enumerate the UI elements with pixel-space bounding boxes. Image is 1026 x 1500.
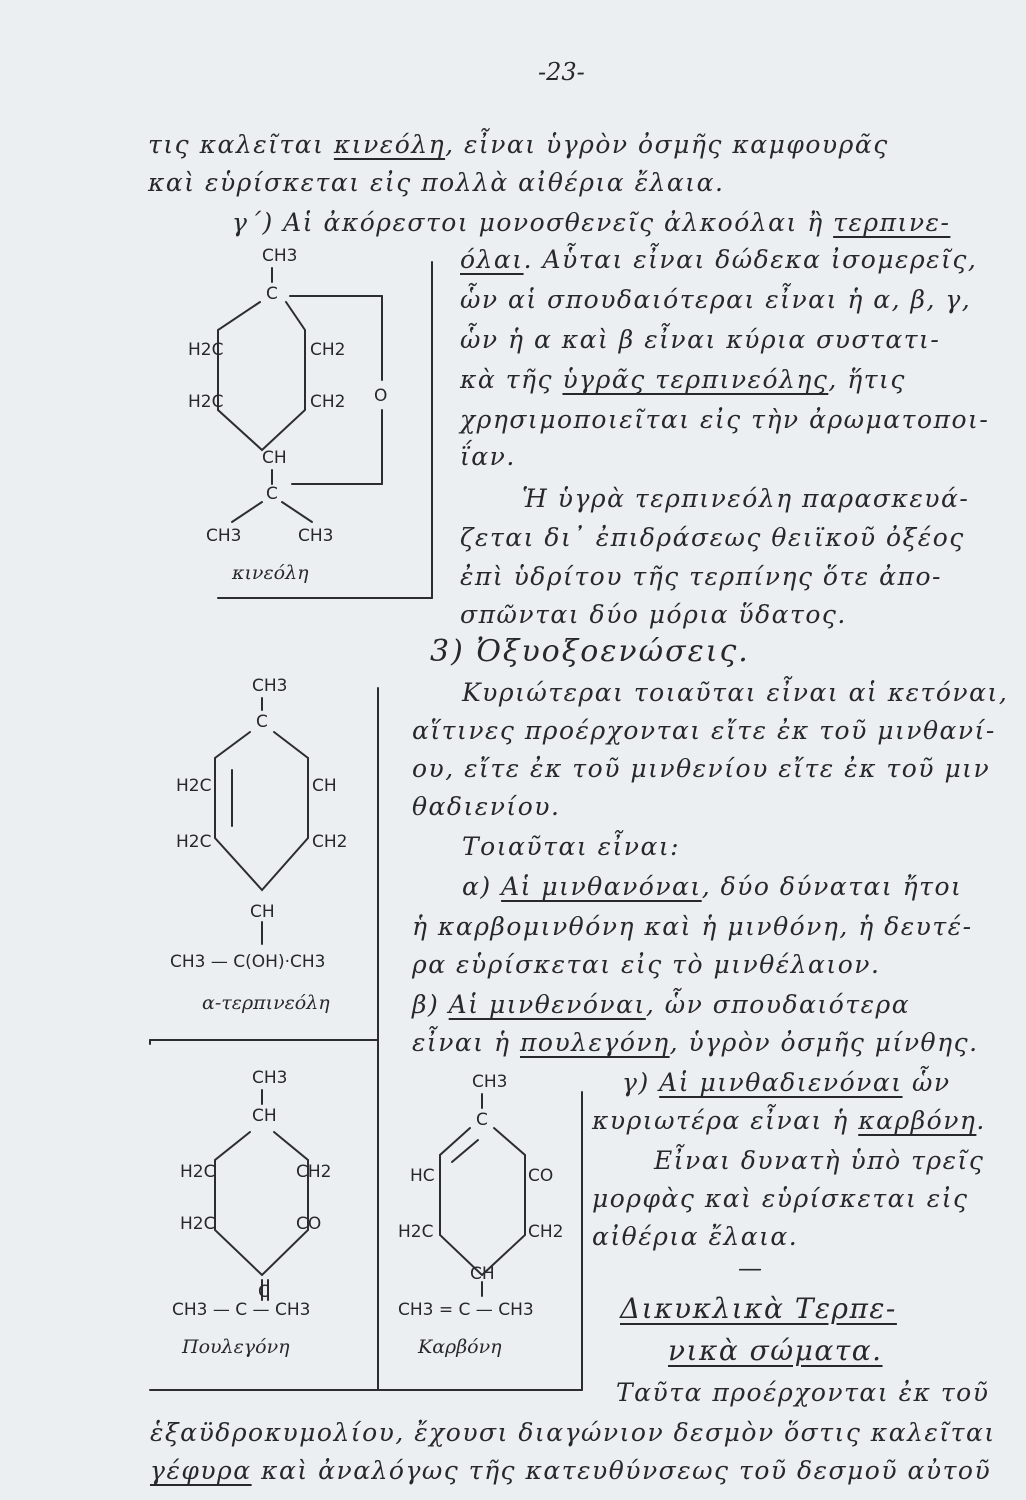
atom-label: H2C <box>180 1162 216 1182</box>
atom-label: O <box>374 386 388 406</box>
text-line: Κυριώτεραι τοιαῦται εἶναι αἱ κετόναι, <box>462 678 1009 707</box>
atom-label: CH3 — C(OH)·CH3 <box>170 952 326 972</box>
atom-label: C <box>258 1282 270 1302</box>
text-line: μορφὰς καὶ εὑρίσκεται εἰς <box>592 1184 969 1213</box>
atom-label: CH2 <box>312 832 348 852</box>
atom-label: CO <box>528 1166 554 1186</box>
text-line: ὧν αἱ σπουδαιότεραι εἶναι ἡ α, β, γ, <box>460 285 972 314</box>
text-line: χρησιμοποιεῖται εἰς τὴν ἀρωματοποι- <box>460 405 990 434</box>
atom-label: CH2 <box>296 1162 332 1182</box>
text-line: σπῶνται δύο μόρια ὕδατος. <box>460 600 847 629</box>
atom-label: CH <box>262 448 287 468</box>
structure-caption: α-τερπινεόλη <box>202 992 330 1014</box>
subheading-line-2: νικὰ σώματα. <box>668 1334 883 1367</box>
text-line: Ταῦτα προέρχονται ἐκ τοῦ <box>616 1378 990 1407</box>
atom-label: CH3 — C — CH3 <box>172 1300 311 1320</box>
text-line: ἑξαϋδροκυμολίου, ἔχουσι διαγώνιον δεσμὸν ὅστις καλεῖται <box>150 1418 996 1447</box>
text-line: β) Αἱ μινθενόναι, ὧν σπουδαιότερα <box>412 990 911 1019</box>
text-line: ζεται δι᾽ ἐπιδράσεως θειϊκοῦ ὀξέος <box>460 523 965 552</box>
atom-label: CH2 <box>310 392 346 412</box>
text-line: ρα εὑρίσκεται εἰς τὸ μινθέλαιον. <box>412 950 881 979</box>
atom-label: CH <box>252 1106 277 1126</box>
text-line: ου, εἴτε ἐκ τοῦ μινθενίου εἴτε ἐκ τοῦ μιν <box>412 754 991 783</box>
text-line: εἶναι ἡ πουλεγόνη, ὑγρὸν ὀσμῆς μίνθης. <box>412 1028 979 1057</box>
text-line: όλαι. Αὗται εἶναι δώδεκα ἰσομερεῖς, <box>460 245 978 274</box>
subheading-line-1: Δικυκλικὰ Τερπε- <box>620 1292 897 1325</box>
text-line: αἵτινες προέρχονται εἴτε ἐκ τοῦ μινθανί- <box>412 716 996 745</box>
atom-label: CH3 <box>262 246 298 266</box>
atom-label: CH2 <box>310 340 346 360</box>
text-line: γ΄) Αἱ ἀκόρεστοι μονοσθενεῖς ἀλκοόλαι ἢ τερπινε- <box>232 208 951 237</box>
text-line: κὰ τῆς ὑγρᾶς τερπινεόλης, ἥτις <box>460 365 906 394</box>
text-line: αἰθέρια ἔλαια. <box>592 1222 799 1251</box>
atom-label: CO <box>296 1214 322 1234</box>
atom-label: C <box>476 1110 488 1130</box>
atom-label: H2C <box>176 776 212 796</box>
text-line: ἡ καρβομινθόνη καὶ ἡ μινθόνη, ἡ δευτέ- <box>412 912 973 941</box>
atom-label: H2C <box>398 1222 434 1242</box>
text-line: γέφυρα καὶ ἀναλόγως τῆς κατευθύνσεως τοῦ δεσμοῦ αὐτοῦ <box>150 1456 992 1485</box>
atom-label: H2C <box>188 340 224 360</box>
atom-label: HC <box>410 1166 435 1186</box>
text-line: ὧν ἡ α καὶ β εἶναι κύρια συστατι- <box>460 325 941 354</box>
structure-caption: Καρβόνη <box>418 1336 502 1358</box>
text-line: τις καλεῖται κινεόλη, εἶναι ὑγρὸν ὀσμῆς καμφουρᾶς <box>148 130 889 159</box>
text-line: α) Αἱ μινθανόναι, δύο δύναται ἤτοι <box>462 872 963 901</box>
structure-caption: κινεόλη <box>232 562 309 584</box>
atom-label: CH3 <box>252 676 288 696</box>
atom-label: CH3 <box>206 526 242 546</box>
text-line: Εἶναι δυνατὴ ὑπὸ τρεῖς <box>654 1146 985 1175</box>
text-line: Τοιαῦται εἶναι: <box>462 832 681 861</box>
text-line: γ) Αἱ μινθαδιενόναι ὧν <box>622 1068 951 1097</box>
atom-label: C <box>266 484 278 504</box>
text-line: Ἡ ὑγρὰ τερπινεόλη παρασκευά- <box>522 484 970 513</box>
page-number: -23- <box>538 58 585 86</box>
atom-label: H2C <box>188 392 224 412</box>
atom-label: H2C <box>180 1214 216 1234</box>
atom-label: CH2 <box>528 1222 564 1242</box>
atom-label: CH <box>470 1264 495 1284</box>
structure-caption: Πουλεγόνη <box>182 1336 290 1358</box>
atom-label: C <box>266 284 278 304</box>
atom-label: CH <box>312 776 337 796</box>
text-line: ἐπὶ ὑδρίτου τῆς τερπίνης ὅτε ἀπο- <box>460 562 942 591</box>
atom-label: CH3 <box>298 526 334 546</box>
separator-dash: — <box>738 1254 762 1282</box>
atom-label: H2C <box>176 832 212 852</box>
atom-label: C <box>256 712 268 732</box>
atom-label: CH3 <box>252 1068 288 1088</box>
atom-label: CH3 <box>472 1072 508 1092</box>
text-line: ΐαν. <box>460 442 516 471</box>
section-heading: 3) Ὀξυοξοενώσεις. <box>430 634 750 669</box>
atom-label: CH <box>250 902 275 922</box>
text-line: κυριωτέρα εἶναι ἡ καρβόνη. <box>592 1106 986 1135</box>
text-line: καὶ εὑρίσκεται εἰς πολλὰ αἰθέρια ἔλαια. <box>148 168 725 197</box>
atom-label: CH3 = C — CH3 <box>398 1300 534 1320</box>
text-line: θαδιενίου. <box>412 792 561 821</box>
